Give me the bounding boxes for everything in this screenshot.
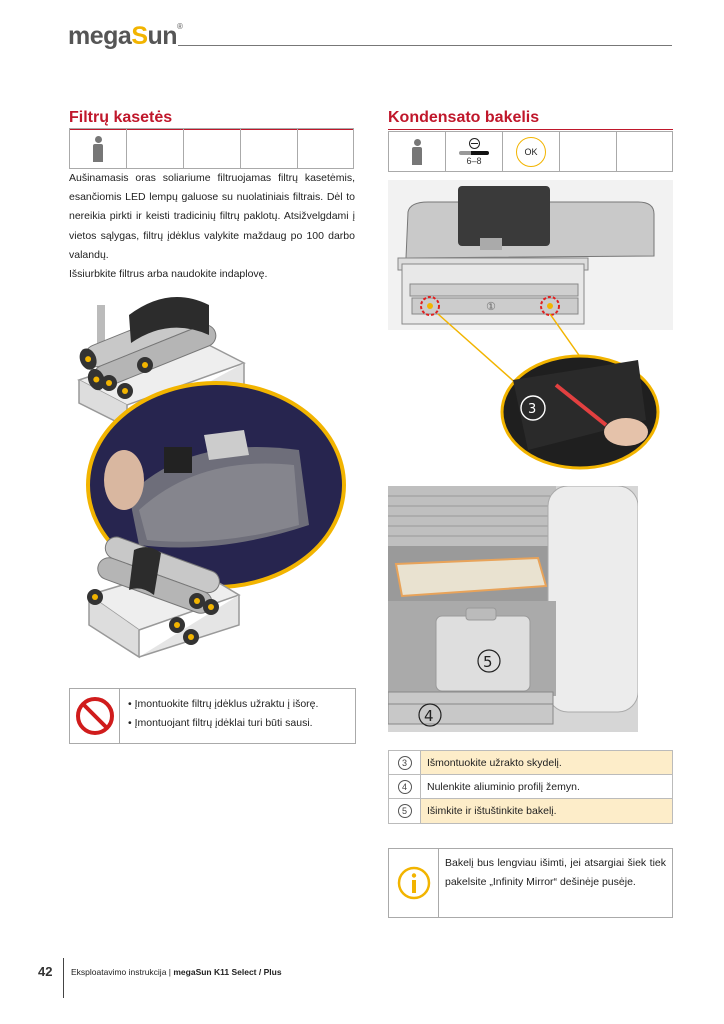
step-row: [389, 775, 672, 799]
filter-cassette-illustration: [69, 285, 359, 675]
step-number: 3: [398, 756, 412, 770]
section-title-filter: Filtrų kasetės: [69, 109, 354, 130]
symbol-cell: [503, 132, 560, 171]
paragraph: Išsiurbkite filtrus arba naudokite indaplovę.: [69, 268, 268, 281]
symbol-cell: [70, 129, 127, 168]
person-icon: [412, 139, 422, 165]
symbol-cell: [241, 129, 298, 168]
tool-size-label: 6–8: [466, 155, 482, 166]
symbol-cell: [298, 129, 355, 168]
condensate-tray-illustration: [388, 180, 673, 476]
symbol-cell: [560, 132, 617, 171]
step-row: [389, 751, 672, 775]
info-icon: [396, 865, 432, 901]
symbol-cell: [617, 132, 674, 171]
step-number: 5: [398, 804, 412, 818]
filter-description: [69, 169, 355, 284]
info-text: Bakelį bus lengviau išimti, jei atsargiai šiek tiek pakelsite „Infinity Mirror“ dešinėje pusėje.: [445, 857, 666, 888]
person-icon: [93, 136, 103, 162]
step-text: Nulenkite aliuminio profilį žemyn.: [427, 780, 580, 793]
section-title-condensate: Kondensato bakelis: [388, 109, 673, 130]
symbol-cell: [446, 132, 503, 171]
warning-box: [69, 688, 356, 744]
footer-text: Eksploatavimo instrukcija | megaSun K11 Select / Plus: [71, 967, 282, 977]
step-number: 4: [398, 780, 412, 794]
screwdriver-icon: [459, 138, 489, 166]
symbol-cell: [184, 129, 241, 168]
warning-list: [120, 689, 326, 743]
callout-5: 5: [483, 653, 493, 671]
symbol-table-condensate: [388, 131, 673, 172]
brand-logo: megaSun®: [68, 22, 183, 50]
steps-table: [388, 750, 673, 824]
paragraph: Aušinamasis oras soliariume filtruojamas filtrų kasetėmis, esančiomis LED lempų galuose su nuolatiniais filtrais. Dėl to nereikia pirkti ir keisti tradicinių filtrų paklotų. Atsižvelgdami į vietos sąlygas, filtrų įdėklus valykite maždaug po 100 darbo valandų.: [69, 172, 355, 261]
step-text: Išmontuokite užrakto skydelį.: [421, 751, 672, 774]
condensate-tray-photo: [388, 486, 638, 732]
symbol-cell: [389, 132, 446, 171]
symbol-table-filter: [69, 128, 354, 169]
footer-rule: [63, 958, 64, 998]
symbol-cell: [127, 129, 184, 168]
page-number: 42: [38, 964, 53, 979]
step-text: Išimkite ir ištuštinkite bakelį.: [421, 799, 672, 823]
info-box: [388, 848, 673, 918]
header-rule: [178, 45, 672, 46]
callout-1: ①: [486, 300, 496, 313]
step-row: [389, 799, 672, 823]
warning-item: • Įmontuojant filtrų įdėklai turi būti sausi.: [128, 714, 318, 733]
prohibition-icon: [75, 696, 115, 736]
warning-item: • Įmontuokite filtrų įdėklus užraktu į išorę.: [128, 695, 318, 714]
svg-text:3: 3: [528, 402, 537, 417]
callout-4: 4: [424, 707, 434, 725]
ok-badge: OK: [516, 137, 546, 167]
